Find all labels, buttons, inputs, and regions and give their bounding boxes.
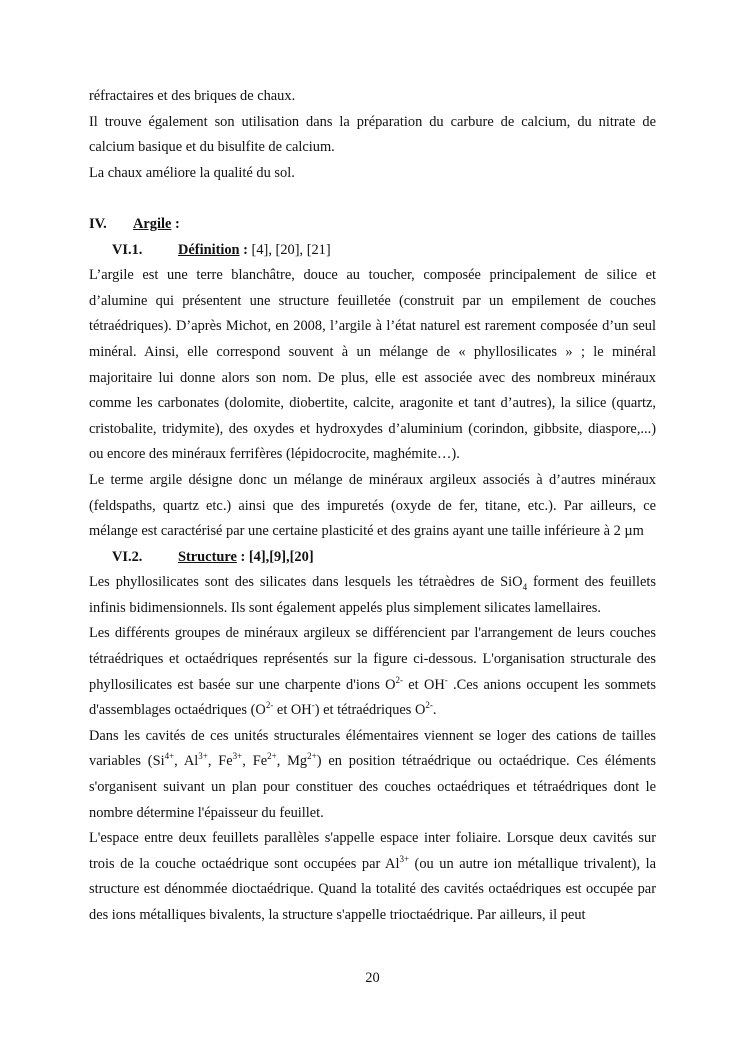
definition-number: VI.1. xyxy=(112,241,143,258)
structure-paragraph-2: Les différents groupes de minéraux argileux se différencient par l'arrangement de leurs couches tétraédriques et octaédriques représentés sur la figure ci-dessous. L'organisation structurale des phyllosilicates est basée sur une charpente d'ions $O^{2-}$ et OH- .Ces anions occupent les sommets d'assemblages octaédriques ($O^{2-}$ et OH-) et tétraédriques $O^{2-}$. xyxy=(89,625,656,719)
structure-paragraph-1: Les phyllosilicates sont des silicates dans lesquels les tétraèdres de SiO$_4$ forment des feuillets infinis bidimensionnels. Ils sont également appelés plus simplement silicates lamellaires. xyxy=(89,574,657,616)
definition-title: Définition xyxy=(178,241,240,258)
section-colon: : xyxy=(171,215,180,232)
structure-paragraph-4: L'espace entre deux feuillets parallèles s'appelle espace inter foliaire. Lorsque deux cavités sur trois de la couche octaédrique sont occupées par $Al^{3+}$ (ou un autre ion métallique trivalent), la structure est dénommée dioctaédrique. Quand la totalité des cavités octaédriques est occupée par des ions métalliques bivalents, la structure s'appelle trioctaédrique. Par ailleurs, il peut xyxy=(89,830,656,923)
section-number: IV. xyxy=(89,215,107,232)
structure-number: VI.2. xyxy=(112,548,143,565)
definition-paragraph-2: Le terme argile désigne donc un mélange de minéraux argileux associés à d’autres minéraux (feldspaths, quartz etc.) ainsi que des impuretés (oxyde de fer, titane, etc.). Par ailleurs, ce mélange est caractérisé par une certaine plasticité et des grains ayant une taille inférieure à 2 µm xyxy=(89,471,656,540)
definition-paragraph-1: L’argile est une terre blanchâtre, douce au toucher, composée principalement de silice et d’alumine qui présentent une structure feuilletée (construit par un empilement de couches tétraédriques). D’après Michot, en 2008, l’argile à l’état naturel est rarement composée d’un seul minéral. Ainsi, elle correspond souvent à un mélange de « phyllosilicates » ; le minéral majoritaire lui donne alors son nom. De plus, elle est associée avec des nombreux minéraux comme les carbonates (dolomite, diobertite, calcite, aragonite et tant d’autres), la silice (quartz, cristobalite, tridymite), des oxydes et hydroxydes d’aluminium (corindon, gibbsite, diaspore,...) ou encore des minéraux ferrifères (lépidocrocite, maghémite…). xyxy=(89,267,656,463)
structure-title: Structure xyxy=(178,548,237,565)
structure-refs: : [4],[9],[20] xyxy=(236,548,314,565)
section-heading xyxy=(89,212,656,238)
section-title: Argile xyxy=(133,215,172,232)
definition-refs: [4], [20], [21] xyxy=(247,241,331,258)
intro-paragraph: Il trouve également son utilisation dans la préparation du carbure de calcium, du nitrate de calcium basique et du bisulfite de calcium. xyxy=(89,113,656,156)
definition-colon: : xyxy=(239,241,248,258)
structure-paragraph-3: Dans les cavités de ces unités structurales élémentaires viennent se loger des cations de tailles variables ($Si^{4+}$, $Al^{3+}$, $Fe^{3+}$, $Fe^{2+}$, $Mg^{2+}$) en position tétraédrique ou octaédrique. Ces éléments s'organisent suivant un plan pour constituer des couches octaédriques et tétraédriques dont le nombre détermine l'épaisseur du feuillet. xyxy=(89,727,657,821)
page-number: 20 xyxy=(365,970,380,986)
definition-heading xyxy=(89,238,656,264)
document-page xyxy=(89,84,656,929)
spacer xyxy=(89,186,656,212)
structure-heading xyxy=(89,545,656,571)
intro-line-3: La chaux améliore la qualité du sol. xyxy=(89,164,295,181)
intro-line-1: réfractaires et des briques de chaux. xyxy=(89,88,296,104)
